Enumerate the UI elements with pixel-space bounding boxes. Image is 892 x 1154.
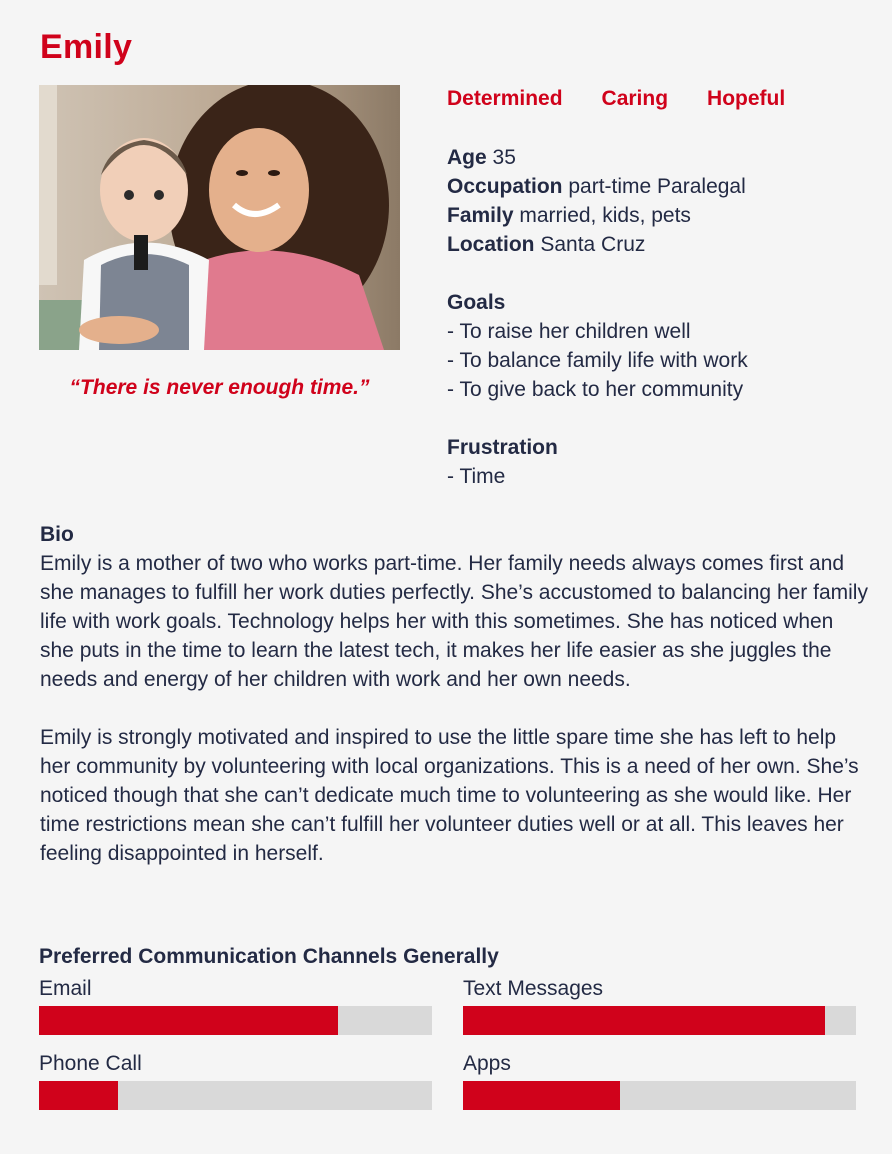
channel-apps <box>463 1049 856 1110</box>
bio-heading: Bio <box>40 523 74 546</box>
channel-bar-track <box>463 1006 856 1035</box>
channel-bar-fill <box>39 1006 338 1035</box>
goal-item: - To raise her children well <box>447 320 691 343</box>
persona-details <box>447 143 867 491</box>
trait-hopeful: Hopeful <box>707 87 786 110</box>
goal-item: - To balance family life with work <box>447 349 748 372</box>
channel-label: Phone Call <box>39 1052 142 1075</box>
location-value: Santa Cruz <box>540 233 646 256</box>
location-label: Location <box>447 233 535 256</box>
channel-bar-track <box>463 1081 856 1110</box>
family-value: married, kids, pets <box>519 204 691 227</box>
persona-photo <box>39 85 400 350</box>
frustration-item: - Time <box>447 465 506 488</box>
age-value: 35 <box>492 146 516 169</box>
occupation-value: part-time Paralegal <box>568 175 746 198</box>
occupation-label: Occupation <box>447 175 563 198</box>
channel-label: Apps <box>463 1052 511 1075</box>
channel-phone-call <box>39 1049 432 1110</box>
photo-illustration <box>39 85 400 350</box>
bio-section <box>40 520 870 868</box>
goal-item: - To give back to her community <box>447 378 744 401</box>
trait-caring: Caring <box>601 87 669 110</box>
channel-bar-fill <box>463 1006 825 1035</box>
channel-bar-fill <box>39 1081 118 1110</box>
channels-title: Preferred Communication Channels Generally <box>39 945 499 968</box>
trait-list <box>447 87 785 111</box>
channel-label: Email <box>39 977 92 1000</box>
bio-paragraph: Emily is a mother of two who works part-time. Her family needs always comes first and she manages to fulfill her work duties perfectly. She’s accustomed to balancing her family life with work goals. Technology helps her with this sometimes. She has noticed when she puts in the time to learn the latest tech, it makes her life easier as she juggles the needs and energy of her children with work and her own needs. <box>40 552 868 691</box>
occupation-row <box>447 172 867 201</box>
channel-text-messages <box>463 974 856 1035</box>
persona-quote: “There is never enough time.” <box>69 376 370 399</box>
channel-bar-fill <box>463 1081 620 1110</box>
family-row <box>447 201 867 230</box>
channel-bar-track <box>39 1081 432 1110</box>
channel-label: Text Messages <box>463 977 604 1000</box>
age-label: Age <box>447 146 487 169</box>
family-label: Family <box>447 204 514 227</box>
bio-paragraph: Emily is strongly motivated and inspired to use the little spare time she has left to help her community by volunteering with local organizations. This is a need of her own. She’s noticed though that she can’t dedicate much time to volunteering as she would like. Her time restrictions mean she can’t fulfill her volunteer duties well or at all. This leaves her feeling disappointed in herself. <box>40 726 859 865</box>
location-row <box>447 230 867 259</box>
goals-heading: Goals <box>447 291 506 314</box>
frustration-heading: Frustration <box>447 436 558 459</box>
channel-email <box>39 974 432 1035</box>
channel-bar-track <box>39 1006 432 1035</box>
trait-determined: Determined <box>447 87 563 110</box>
persona-name: Emily <box>40 28 133 66</box>
age-row <box>447 143 867 172</box>
